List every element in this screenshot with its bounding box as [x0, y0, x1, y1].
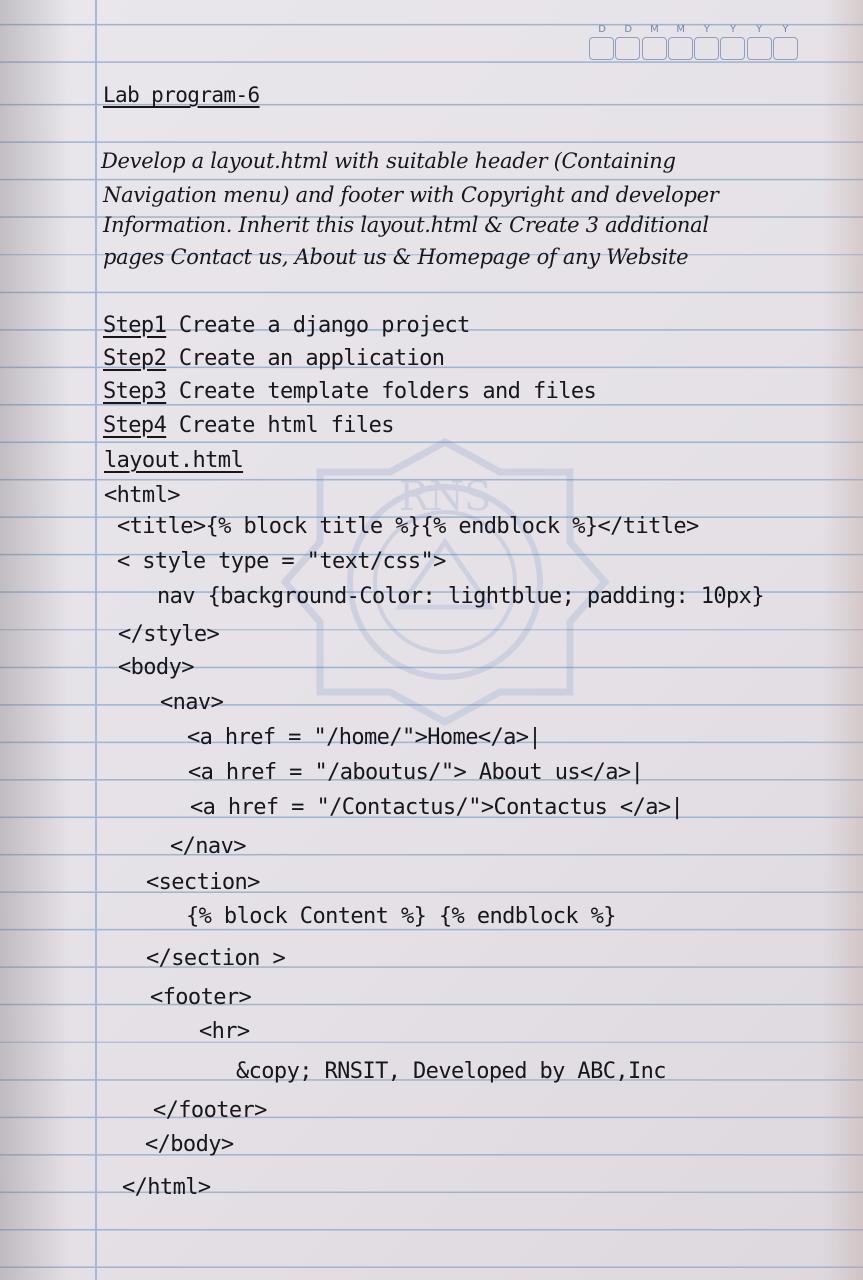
- code-line: </body>: [145, 1132, 234, 1157]
- date-cell: [668, 37, 693, 60]
- code-line: nav {background-Color: lightblue; padding: 10px}: [157, 584, 764, 609]
- description-line: Develop a layout.html with suitable header (Containing: [101, 149, 676, 173]
- step-label: Step2: [103, 346, 167, 371]
- code-line: < style type = "text/css">: [117, 549, 446, 574]
- date-cell: [694, 37, 719, 60]
- step-text: Create template folders and files: [178, 379, 597, 404]
- code-line: {% block Content %} {% endblock %}: [186, 904, 616, 929]
- code-line: <section>: [146, 870, 260, 895]
- page-title: Lab program-6: [103, 83, 260, 107]
- date-letter: D: [598, 24, 606, 35]
- page-shadow: [823, 0, 863, 1280]
- description-line: Information. Inherit this layout.html & Create 3 additional: [103, 213, 709, 237]
- code-line: <hr>: [199, 1019, 250, 1044]
- date-letter: D: [624, 24, 633, 35]
- code-line: </footer>: [153, 1098, 267, 1123]
- code-line: <a href = "/Contactus/">Contactus </a>|: [190, 795, 684, 820]
- date-cell: [589, 37, 614, 60]
- date-cell: [773, 37, 798, 60]
- date-cell: [642, 37, 667, 60]
- step-label: Step1: [103, 313, 167, 338]
- step-text: Create html files: [178, 413, 394, 438]
- date-letter: Y: [756, 24, 763, 35]
- date-letter: M: [676, 24, 685, 35]
- date-letter: Y: [703, 24, 710, 35]
- step-item: [103, 411, 394, 441]
- step-text: Create an application: [178, 346, 445, 371]
- date-letters: [589, 24, 799, 35]
- description-line: Navigation menu) and footer with Copyright and developer: [103, 183, 719, 207]
- svg-text:RNS: RNS: [398, 474, 492, 520]
- date-cell: [615, 37, 640, 60]
- code-line: <a href = "/aboutus/"> About us</a>|: [188, 760, 644, 785]
- step-item: [103, 311, 470, 341]
- code-line: &copy; RNSIT, Developed by ABC,Inc: [236, 1059, 666, 1084]
- code-line: <footer>: [150, 985, 252, 1010]
- code-line: </style>: [118, 622, 220, 647]
- code-line: </html>: [122, 1175, 211, 1200]
- code-line: <title>{% block title %}{% endblock %}</title>: [117, 514, 699, 539]
- step-label: Step3: [103, 379, 167, 404]
- file-heading: layout.html: [104, 448, 244, 473]
- code-line: <nav>: [160, 690, 224, 715]
- date-cells: [589, 37, 799, 60]
- code-line: <a href = "/home/">Home</a>|: [187, 725, 542, 750]
- date-field: [589, 24, 799, 60]
- date-letter: M: [650, 24, 659, 35]
- margin-line: [95, 0, 97, 1280]
- code-line: <html>: [104, 483, 180, 508]
- date-cell: [720, 37, 745, 60]
- code-line: <body>: [118, 655, 194, 680]
- date-letter: Y: [782, 24, 789, 35]
- step-item: [103, 344, 444, 374]
- code-line: </nav>: [170, 834, 246, 859]
- step-label: Step4: [103, 413, 167, 438]
- date-cell: [747, 37, 772, 60]
- step-item: [103, 377, 596, 407]
- code-line: </section >: [146, 946, 286, 971]
- description-line: pages Contact us, About us & Homepage of any Website: [103, 245, 689, 269]
- step-text: Create a django project: [178, 313, 470, 338]
- date-letter: Y: [729, 24, 737, 35]
